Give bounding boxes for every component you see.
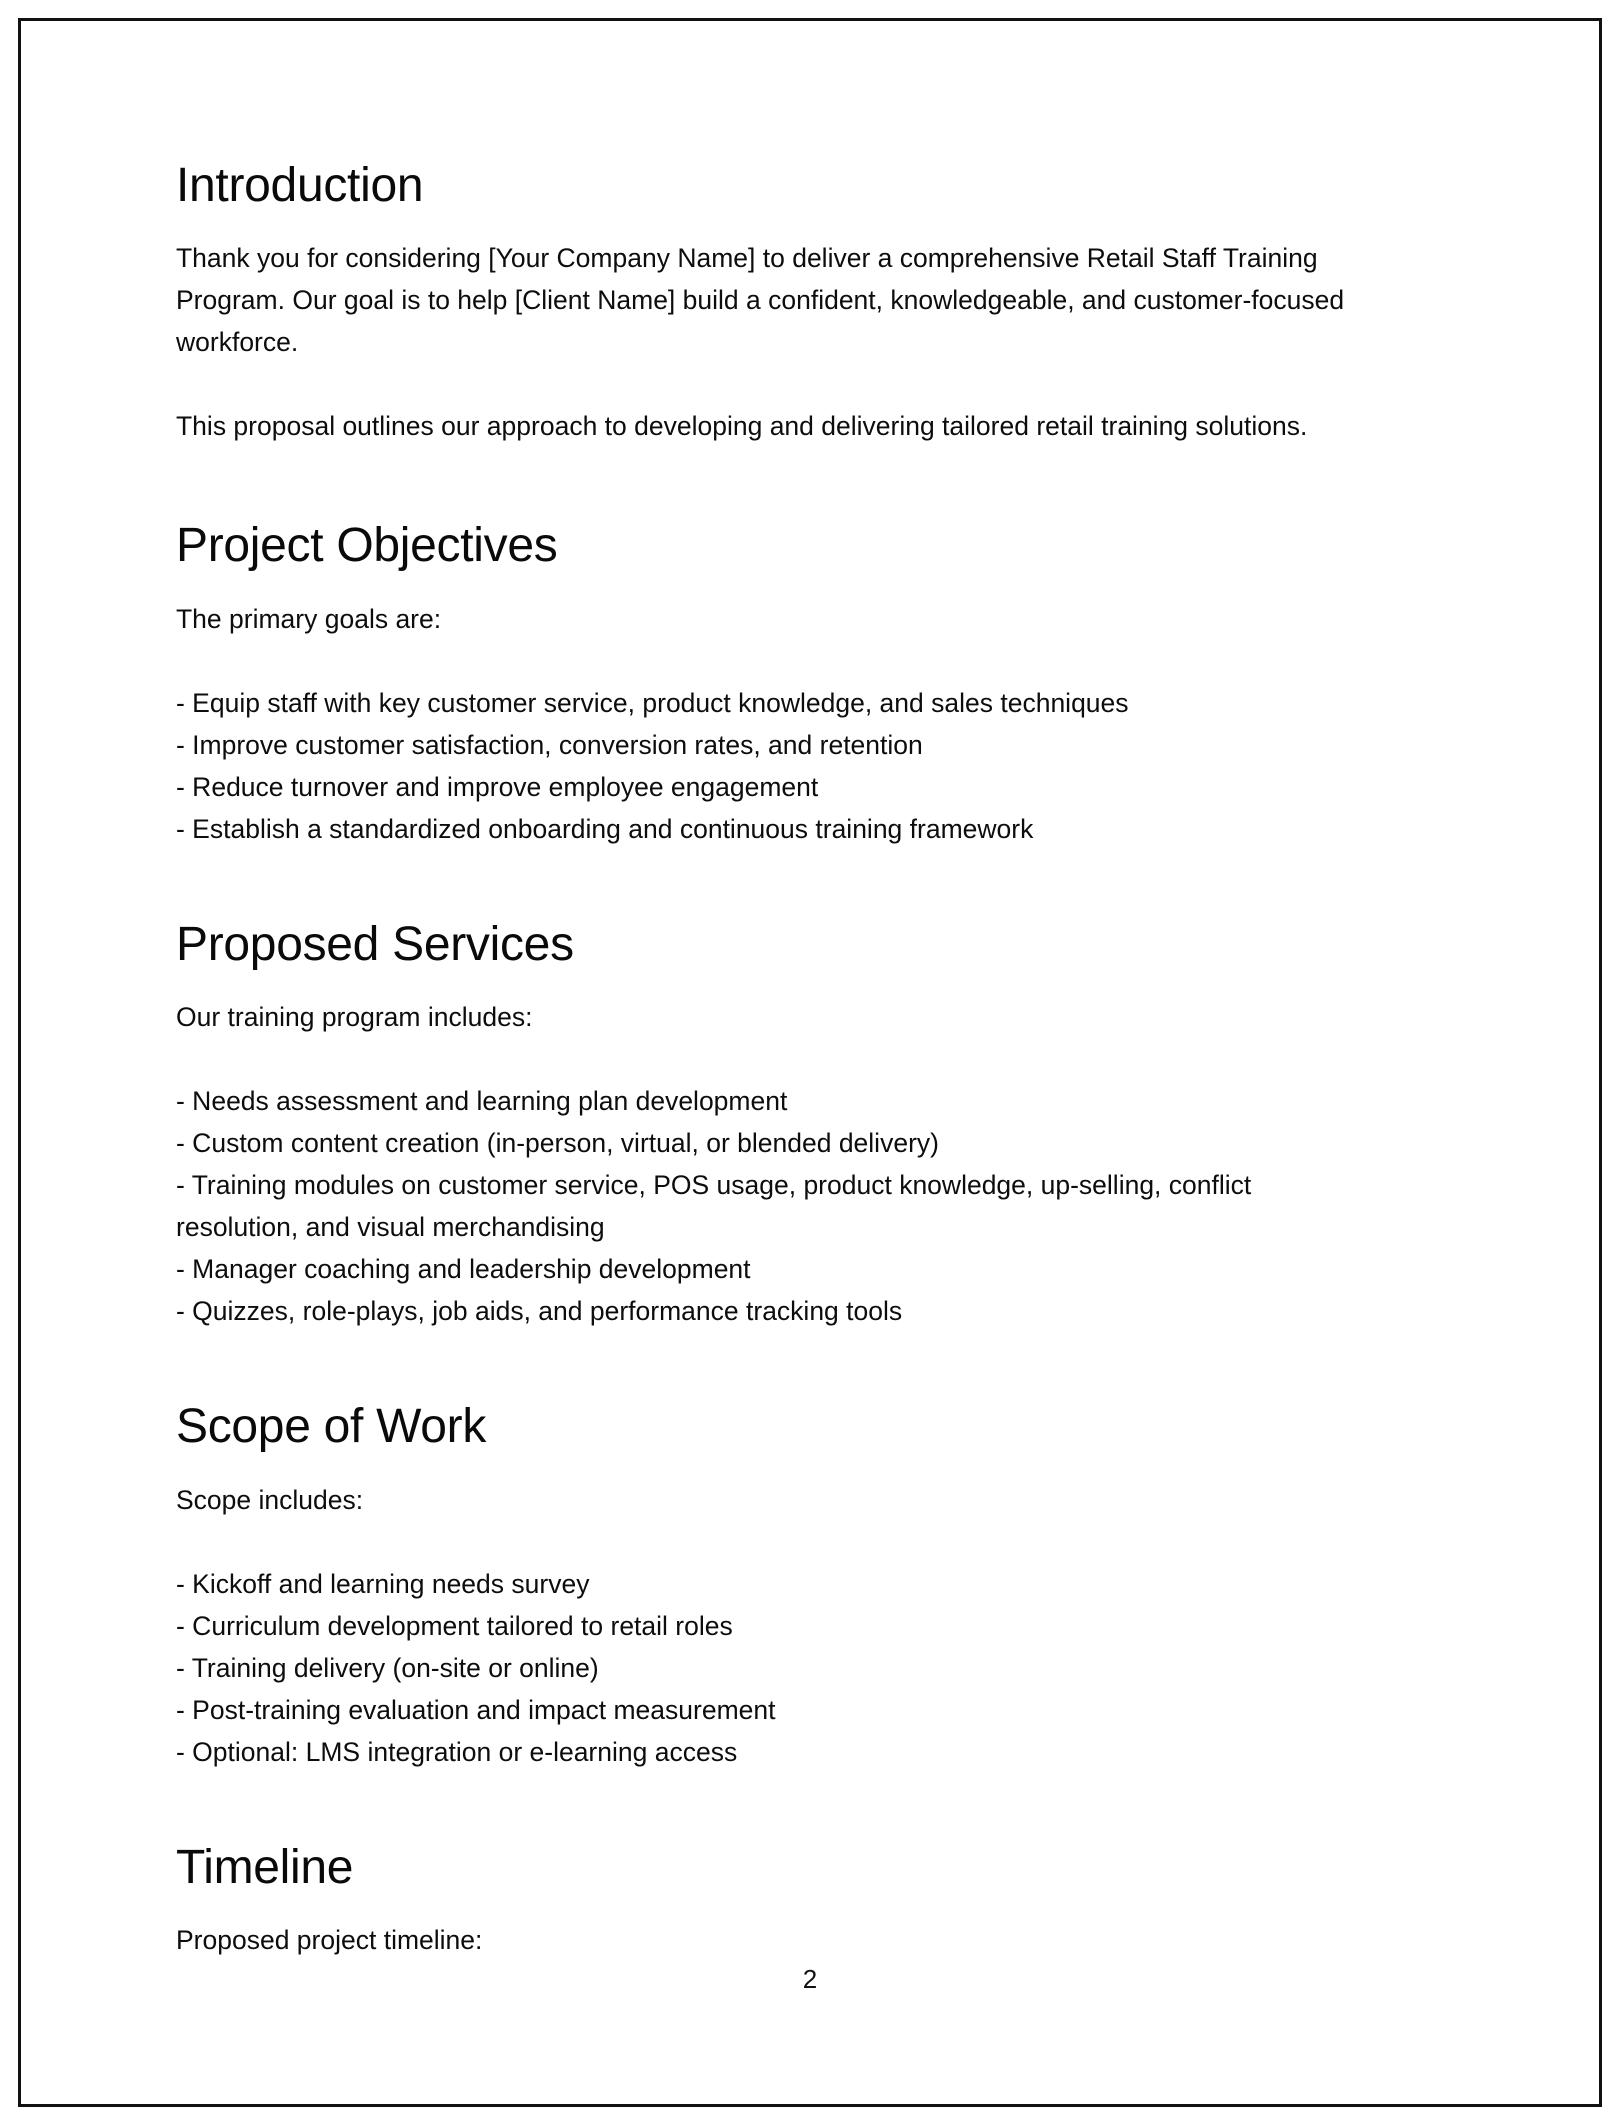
list-item: - Training modules on customer service, POS usage, product knowledge, up-selling, conflict resolution, and visual merchandising	[176, 1170, 1252, 1243]
section-project-objectives	[176, 521, 1366, 849]
spacer	[176, 447, 1366, 521]
paragraph-intro-1: Thank you for considering [Your Company Name] to deliver a comprehensive Retail Staff Training Program. Our goal is to help [Client Name] build a confident, knowledgeable, and customer-focused workforce.	[176, 243, 1345, 358]
spacer	[176, 211, 1366, 237]
spacer	[176, 1893, 1366, 1919]
list-item: - Custom content creation (in-person, virtual, or blended delivery)	[176, 1128, 939, 1159]
list-item: - Training delivery (on-site or online)	[176, 1652, 599, 1683]
list-item: - Establish a standardized onboarding and continuous training framework	[176, 813, 1034, 844]
spacer	[176, 970, 1366, 996]
spacer	[176, 640, 1366, 682]
section-heading-introduction: Introduction	[176, 159, 424, 212]
spacer	[176, 1332, 1366, 1402]
paragraph-scope-lead: Scope includes:	[176, 1484, 364, 1515]
spacer	[176, 1773, 1366, 1843]
section-timeline	[176, 1840, 1366, 1961]
list-item: - Curriculum development tailored to retail roles	[176, 1610, 733, 1641]
list-item: - Needs assessment and learning plan development	[176, 1086, 788, 1117]
page-number-footer: 2	[802, 1964, 818, 1994]
spacer	[176, 850, 1366, 920]
paragraph-objectives-lead: The primary goals are:	[176, 603, 442, 634]
page-sheet	[18, 18, 1602, 2107]
section-introduction	[176, 161, 1366, 447]
section-proposed-services	[176, 917, 1366, 1332]
page-content-area	[21, 21, 1599, 2104]
list-item: - Improve customer satisfaction, conversion rates, and retention	[176, 729, 923, 760]
list-item: - Quizzes, role-plays, job aids, and performance tracking tools	[176, 1296, 903, 1327]
list-item: - Reduce turnover and improve employee engagement	[176, 771, 819, 802]
section-heading-proposed-services: Proposed Services	[176, 917, 574, 971]
section-heading-timeline: Timeline	[176, 1840, 354, 1894]
paragraph-timeline-lead: Proposed project timeline:	[176, 1924, 483, 1955]
spacer	[176, 1521, 1366, 1563]
list-item: - Optional: LMS integration or e-learning access	[176, 1736, 738, 1767]
spacer	[176, 572, 1366, 598]
list-scope-of-work	[176, 1563, 1366, 1773]
spacer	[176, 363, 1366, 405]
section-scope-of-work	[176, 1402, 1366, 1772]
document-body	[176, 161, 1366, 1961]
section-heading-project-objectives: Project Objectives	[176, 519, 558, 573]
paragraph-intro-2: This proposal outlines our approach to developing and delivering tailored retail training solutions.	[176, 411, 1308, 442]
list-item: - Manager coaching and leadership development	[176, 1254, 751, 1285]
paragraph-services-lead: Our training program includes:	[176, 1002, 533, 1033]
spacer	[176, 1453, 1366, 1479]
list-project-objectives	[176, 682, 1366, 850]
list-proposed-services	[176, 1080, 1366, 1332]
section-heading-scope-of-work: Scope of Work	[176, 1400, 487, 1454]
list-item: - Kickoff and learning needs survey	[176, 1568, 590, 1599]
list-item: - Equip staff with key customer service, product knowledge, and sales techniques	[176, 687, 1129, 718]
spacer	[176, 1038, 1366, 1080]
list-item: - Post-training evaluation and impact measurement	[176, 1694, 776, 1725]
